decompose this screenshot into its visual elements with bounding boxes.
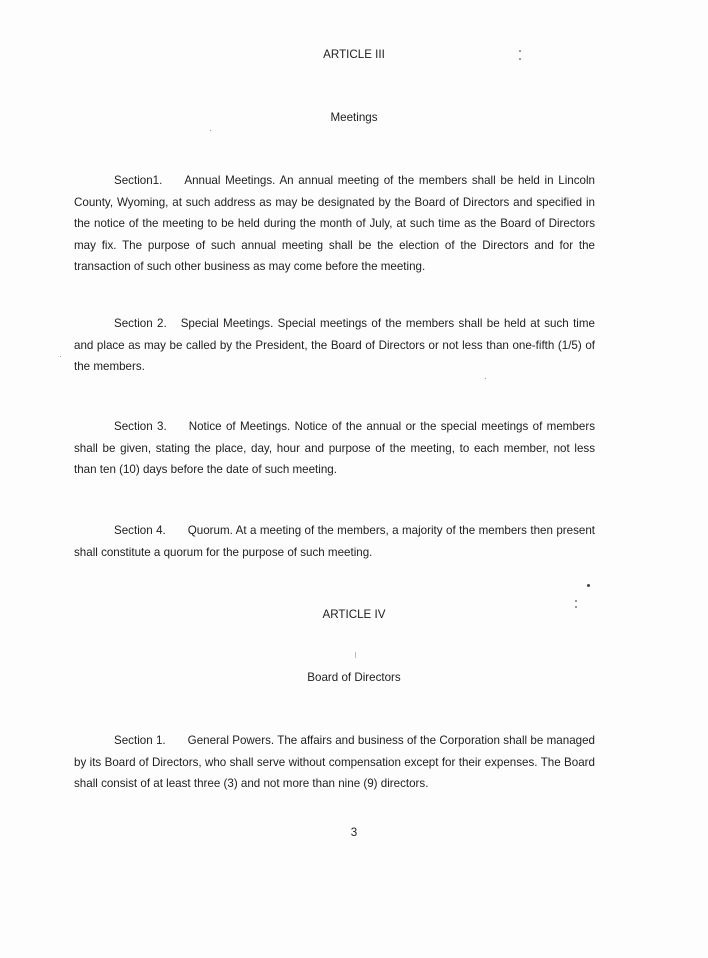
section-text: Notice of the annual or the special meetings of members shall be given, stating the place, day, hour and purpose of the meeting, to each member, not less than ten (10) days before the date of such meeting.: [74, 420, 595, 476]
article-iii-section-3: [74, 416, 595, 481]
article-iii-title: ARTICLE III: [323, 48, 385, 61]
scan-speck: [587, 584, 590, 587]
section-number: Section 2.: [114, 317, 167, 330]
article-iv-subtitle: Board of Directors: [307, 671, 401, 684]
section-number: Section 1.: [114, 734, 166, 747]
scan-speck: [355, 652, 356, 658]
section-text: At a meeting of the members, a majority of the members then present shall constitute a quorum for the purpose of such meeting.: [74, 524, 595, 559]
article-iii-section-4: [74, 520, 595, 563]
scan-speck: [519, 50, 521, 52]
scan-speck: [575, 606, 577, 608]
section-heading: General Powers.: [187, 734, 275, 747]
scan-speck: [60, 356, 61, 357]
page-number: 3: [350, 826, 358, 839]
article-iii-section-2: [74, 313, 595, 378]
section-text: The affairs and business of the Corporation shall be managed by its Board of Directors, who shall serve without compensation except for their expenses. The Board shall consist of at least three (3) and not more than nine (9) directors.: [74, 734, 595, 790]
scan-speck: [210, 130, 211, 131]
article-iii-subtitle: Meetings: [330, 111, 378, 124]
section-number: Section 3.: [114, 420, 167, 433]
section-heading: Notice of Meetings.: [188, 420, 291, 433]
article-iv-title: ARTICLE IV: [322, 608, 386, 621]
section-text: An annual meeting of the members shall be held in Lincoln County, Wyoming, at such address as may be designated by the Board of Directors and specified in the notice of the meeting to be held during the month of July, at such time as the Board of Directors may fix. The purpose of such annual meeting shall be the election of the Directors and for the transaction of such other business as may come before the meeting.: [74, 174, 595, 273]
section-heading: Special Meetings.: [180, 317, 274, 330]
scan-speck: [575, 600, 577, 602]
scan-speck: [519, 58, 521, 60]
article-iii-section-1: [74, 170, 595, 278]
section-number: Section 4.: [114, 524, 166, 537]
section-heading: Quorum.: [187, 524, 233, 537]
scan-speck: [485, 378, 486, 379]
section-heading: Annual Meetings.: [184, 174, 276, 187]
article-iv-section-1: [74, 730, 595, 795]
section-text: Special meetings of the members shall be held at such time and place as may be called by the President, the Board of Directors or not less than one-fifth (1/5) of the members.: [74, 317, 595, 373]
section-number: Section1.: [114, 174, 163, 187]
